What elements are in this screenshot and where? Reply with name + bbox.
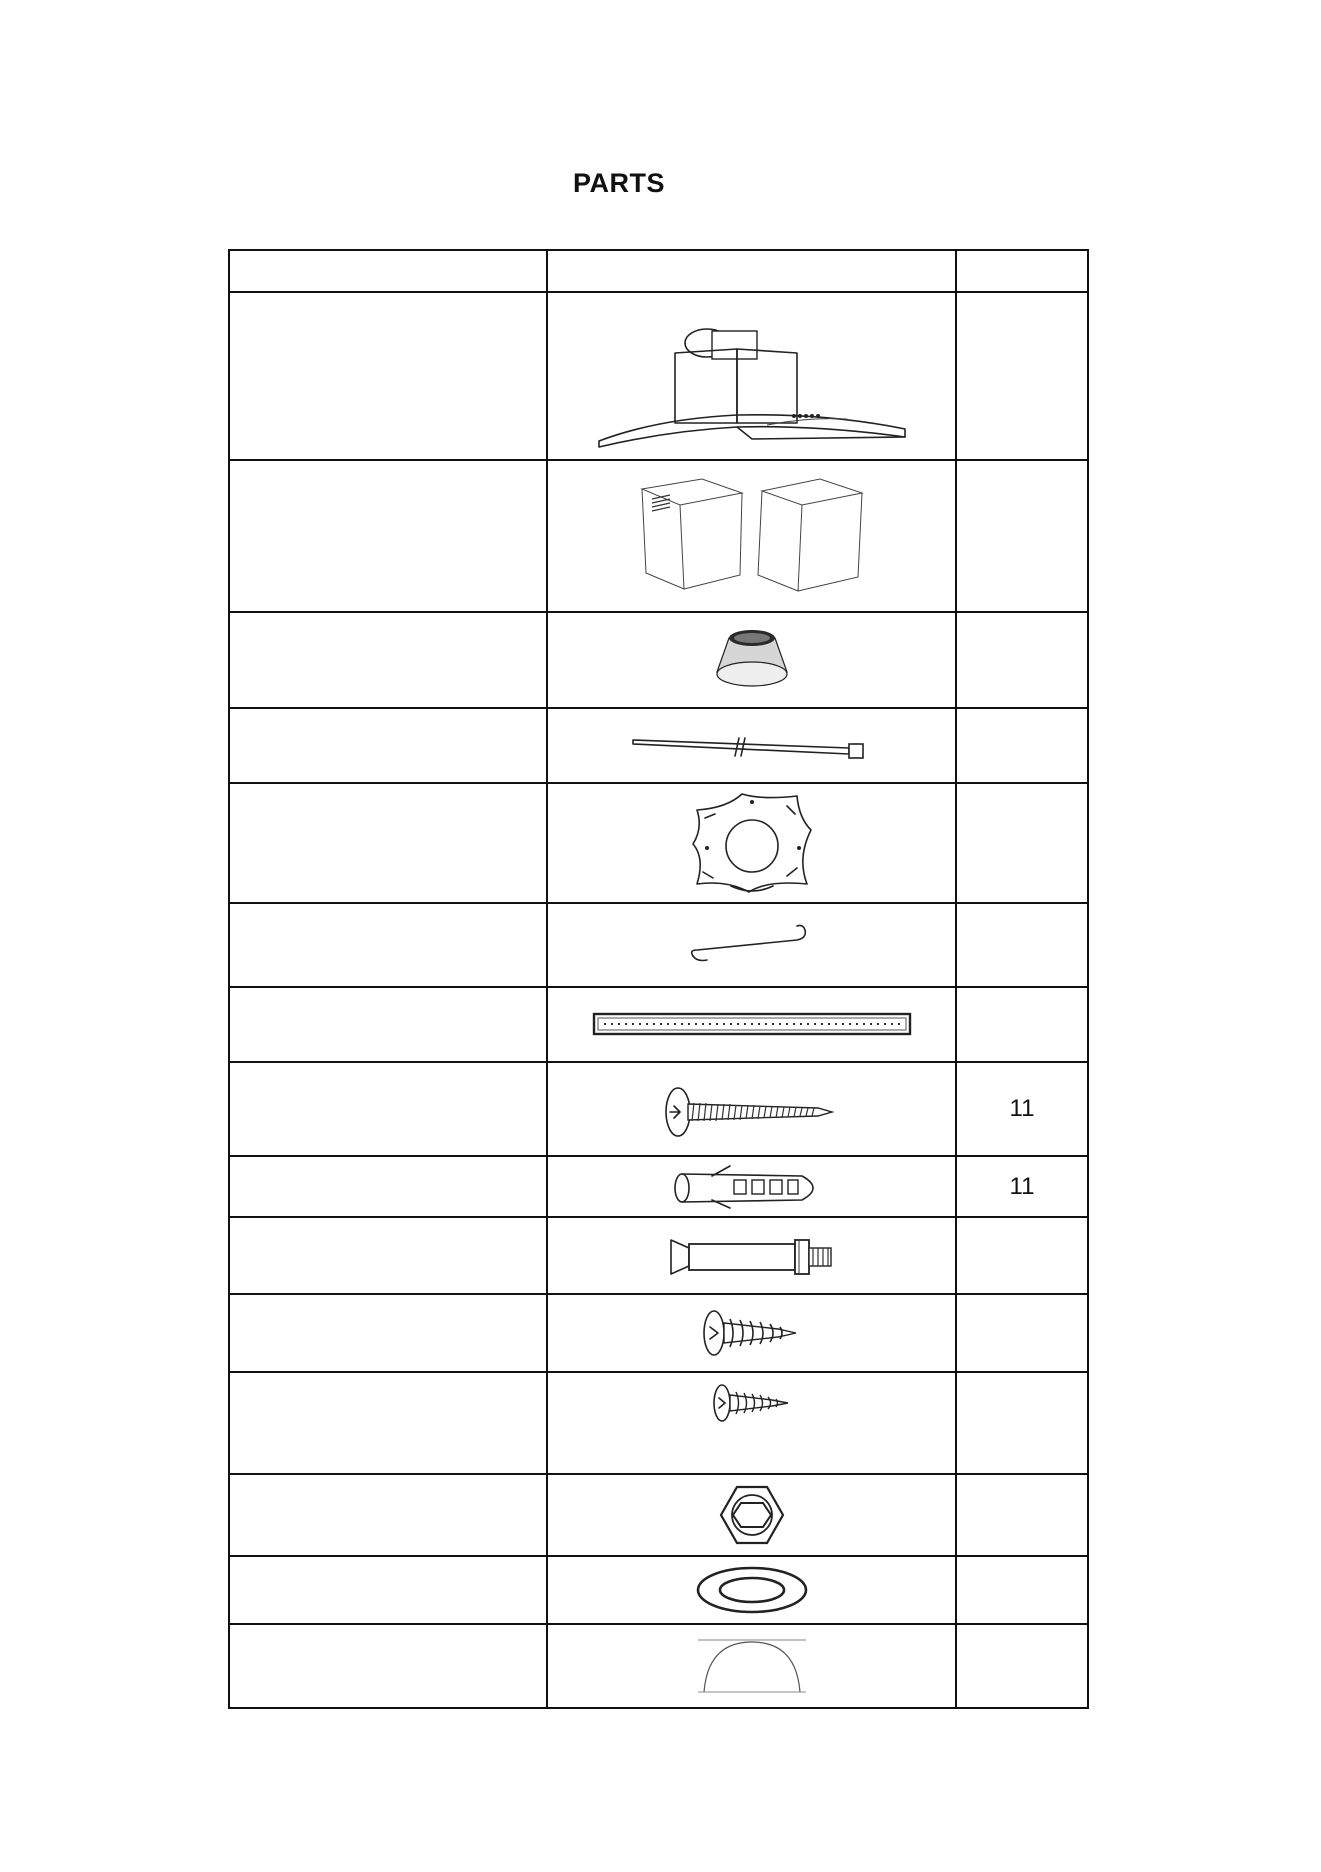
part-image-cell — [547, 1156, 956, 1217]
small-screw-icon — [712, 1381, 792, 1425]
table-row — [229, 612, 1088, 708]
part-image-cell — [547, 460, 956, 612]
part-qty-cell — [956, 612, 1088, 708]
part-name-cell — [229, 783, 547, 903]
part-qty-cell — [956, 1217, 1088, 1294]
part-qty-cell — [956, 1294, 1088, 1372]
part-qty-cell: 11 — [956, 1062, 1088, 1156]
part-name-cell — [229, 1294, 547, 1372]
wood-screw-icon — [702, 1305, 802, 1361]
part-qty-cell — [956, 1624, 1088, 1708]
parts-table — [228, 249, 1089, 1709]
part-qty-cell — [956, 708, 1088, 783]
part-image-cell — [547, 292, 956, 460]
table-row — [229, 1372, 1088, 1474]
part-qty-cell — [956, 903, 1088, 987]
mounting-plate-icon — [687, 788, 817, 898]
table-row — [229, 903, 1088, 987]
table-row — [229, 1156, 1088, 1217]
part-qty-cell: 11 — [956, 1156, 1088, 1217]
long-screw-icon — [662, 1074, 842, 1144]
header-cell-image — [547, 250, 956, 292]
wall-anchor-icon — [672, 1162, 832, 1212]
table-row — [229, 708, 1088, 783]
hex-nut-icon — [717, 1483, 787, 1547]
part-name-cell — [229, 987, 547, 1062]
part-image-cell — [547, 783, 956, 903]
table-row — [229, 1556, 1088, 1624]
perforated-strip-icon — [592, 1010, 912, 1040]
table-row — [229, 1474, 1088, 1556]
part-name-cell — [229, 1217, 547, 1294]
part-image-cell — [547, 1294, 956, 1372]
part-name-cell — [229, 460, 547, 612]
part-image-cell — [547, 1556, 956, 1624]
part-qty-cell — [956, 987, 1088, 1062]
table-row — [229, 783, 1088, 903]
part-image-cell — [547, 1062, 956, 1156]
part-image-cell — [547, 1372, 956, 1474]
table-row — [229, 1624, 1088, 1708]
table-row — [229, 460, 1088, 612]
part-qty-cell — [956, 1556, 1088, 1624]
part-name-cell — [229, 1556, 547, 1624]
cable-tie-icon — [627, 726, 877, 766]
part-image-cell — [547, 1624, 956, 1708]
page-title: PARTS — [572, 168, 665, 198]
expansion-bolt-icon — [667, 1234, 837, 1278]
part-qty-cell — [956, 460, 1088, 612]
duct-collar-icon — [707, 620, 797, 700]
part-name-cell — [229, 708, 547, 783]
dome-cap-icon — [694, 1636, 810, 1696]
part-qty-cell — [956, 1474, 1088, 1556]
part-name-cell — [229, 903, 547, 987]
table-header-row — [229, 250, 1088, 292]
table-row — [229, 987, 1088, 1062]
part-name-cell — [229, 1156, 547, 1217]
part-name-cell — [229, 612, 547, 708]
part-name-cell — [229, 1474, 547, 1556]
part-name-cell — [229, 1624, 547, 1708]
part-name-cell — [229, 1372, 547, 1474]
part-image-cell — [547, 1217, 956, 1294]
table-row — [229, 1217, 1088, 1294]
header-cell-name — [229, 250, 547, 292]
part-image-cell — [547, 708, 956, 783]
chimney-covers-icon — [632, 471, 872, 601]
part-image-cell — [547, 903, 956, 987]
part-qty-cell — [956, 1372, 1088, 1474]
part-qty-cell — [956, 292, 1088, 460]
part-qty-cell — [956, 783, 1088, 903]
part-image-cell — [547, 1474, 956, 1556]
table-row — [229, 1062, 1088, 1156]
part-name-cell — [229, 1062, 547, 1156]
table-row — [229, 292, 1088, 460]
hook-rod-icon — [687, 920, 817, 970]
header-cell-qty — [956, 250, 1088, 292]
washer-icon — [694, 1564, 810, 1616]
part-image-cell — [547, 987, 956, 1062]
part-name-cell — [229, 292, 547, 460]
table-row — [229, 1294, 1088, 1372]
part-image-cell — [547, 612, 956, 708]
range-hood-icon — [587, 301, 917, 451]
